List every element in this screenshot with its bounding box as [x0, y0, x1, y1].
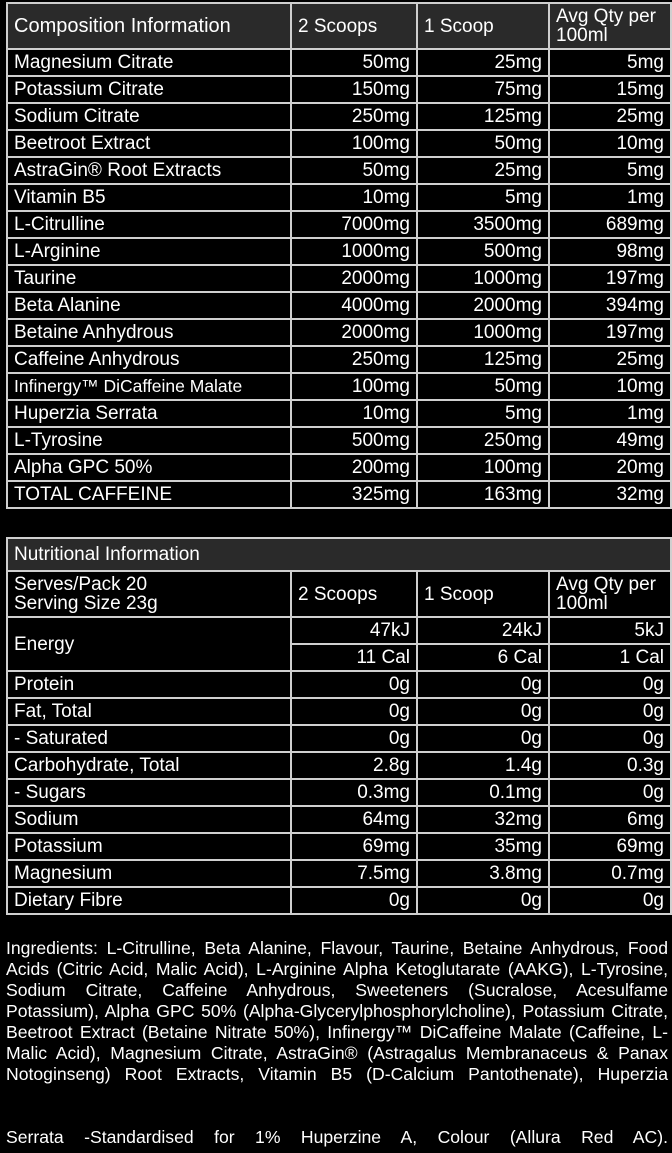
row-value: 4000mg	[291, 292, 417, 319]
ingredients-text-last-line: Serrata -Standardised for 1% Huperzine A, Colour (Allura Red AC).	[6, 1127, 668, 1147]
composition-row	[7, 427, 671, 454]
row-value: 163mg	[417, 481, 549, 508]
row-value: 0g	[291, 725, 417, 752]
row-label: Magnesium	[7, 860, 291, 887]
row-value: 50mg	[417, 130, 549, 157]
composition-row	[7, 49, 671, 76]
row-value: 69mg	[291, 833, 417, 860]
row-label: Betaine Anhydrous	[7, 319, 291, 346]
row-value: 5mg	[417, 184, 549, 211]
row-value: 50mg	[291, 157, 417, 184]
row-value: 3.8mg	[417, 860, 549, 887]
row-label: Huperzia Serrata	[7, 400, 291, 427]
energy-cal-1-scoop: 6 Cal	[417, 644, 549, 671]
row-value: 0.3mg	[291, 779, 417, 806]
row-label: L-Arginine	[7, 238, 291, 265]
serving-size: Serving Size 23g	[14, 593, 158, 614]
col-1-scoop: 1 Scoop	[417, 3, 549, 49]
row-label: Sodium Citrate	[7, 103, 291, 130]
row-value: 50mg	[291, 49, 417, 76]
energy-label: Energy	[7, 617, 291, 671]
serving-info	[7, 571, 291, 617]
row-value: 1mg	[549, 184, 671, 211]
row-label: Magnesium Citrate	[7, 49, 291, 76]
row-value: 1mg	[549, 400, 671, 427]
row-label: - Saturated	[7, 725, 291, 752]
energy-cal-avg: 1 Cal	[549, 644, 671, 671]
row-value: 100mg	[291, 130, 417, 157]
row-value: 50mg	[417, 373, 549, 400]
row-label: Vitamin B5	[7, 184, 291, 211]
nutrition-title-row	[7, 538, 671, 571]
row-value: 1000mg	[417, 265, 549, 292]
nutrition-row	[7, 779, 671, 806]
serves-per-pack: Serves/Pack 20	[14, 574, 148, 595]
composition-row	[7, 265, 671, 292]
energy-kj-row	[7, 617, 671, 644]
row-value: 0.1mg	[417, 779, 549, 806]
composition-row	[7, 211, 671, 238]
row-label: Taurine	[7, 265, 291, 292]
row-value: 689mg	[549, 211, 671, 238]
row-value: 500mg	[291, 427, 417, 454]
nutri-col-2-scoops: 2 Scoops	[291, 571, 417, 617]
row-value: 0g	[549, 698, 671, 725]
row-label: Protein	[7, 671, 291, 698]
row-value: 1.4g	[417, 752, 549, 779]
row-value: 32mg	[417, 806, 549, 833]
row-value: 98mg	[549, 238, 671, 265]
row-value: 75mg	[417, 76, 549, 103]
row-value: 10mg	[549, 130, 671, 157]
row-value: 250mg	[291, 103, 417, 130]
nutri-col-avg-qty: Avg Qty per 100ml	[549, 571, 671, 617]
row-value: 500mg	[417, 238, 549, 265]
row-value: 325mg	[291, 481, 417, 508]
composition-row	[7, 481, 671, 508]
row-label: L-Citrulline	[7, 211, 291, 238]
row-value: 0g	[549, 887, 671, 914]
row-label: Beta Alanine	[7, 292, 291, 319]
row-value: 100mg	[291, 373, 417, 400]
row-value: 5mg	[549, 49, 671, 76]
row-value: 100mg	[417, 454, 549, 481]
ingredients-text: Ingredients: L-Citrulline, Beta Alanine, Flavour, Taurine, Betaine Anhydrous, Food Acids (Citric Acid, Malic Acid), L-Arginine Alpha Ketoglutarate (AAKG), L-Tyrosine, Sodium Citrate, Caffeine Anhydrous, Sweeteners (Sucralose, Acesulfame Potassium), Alpha GPC 50% (Alpha-Glycerylphosphorylcholine), Potassium Citrate, Beetroot Extract (Betaine Nitrate 50%), Infinergy™ DiCaffeine Malate (Caffeine, L-Malic Acid), Magnesium Citrate, AstraGin® (Astragalus Membranaceus & Panax Notoginseng) Root Extracts, Vitamin B5 (D-Calcium Pantothenate), Huperzia	[6, 938, 668, 1084]
energy-kj-avg: 5kJ	[549, 617, 671, 644]
row-label: Potassium	[7, 833, 291, 860]
composition-title: Composition Information	[7, 3, 291, 49]
row-value: 1000mg	[291, 238, 417, 265]
composition-row	[7, 292, 671, 319]
row-label: - Sugars	[7, 779, 291, 806]
row-value: 0g	[291, 887, 417, 914]
row-value: 69mg	[549, 833, 671, 860]
row-value: 197mg	[549, 265, 671, 292]
composition-row	[7, 76, 671, 103]
composition-row	[7, 238, 671, 265]
row-value: 200mg	[291, 454, 417, 481]
row-value: 25mg	[549, 103, 671, 130]
composition-header-row	[7, 3, 671, 49]
row-label: AstraGin® Root Extracts	[7, 157, 291, 184]
row-value: 150mg	[291, 76, 417, 103]
row-value: 2000mg	[291, 265, 417, 292]
row-value: 5mg	[417, 400, 549, 427]
row-value: 15mg	[549, 76, 671, 103]
row-value: 0.3g	[549, 752, 671, 779]
row-value: 0g	[417, 698, 549, 725]
nutri-col-1-scoop: 1 Scoop	[417, 571, 549, 617]
row-value: 10mg	[291, 184, 417, 211]
nutrition-row	[7, 671, 671, 698]
energy-cal-2-scoops: 11 Cal	[291, 644, 417, 671]
row-label: Beetroot Extract	[7, 130, 291, 157]
nutrition-row	[7, 725, 671, 752]
nutrition-title: Nutritional Information	[7, 538, 671, 571]
row-value: 3500mg	[417, 211, 549, 238]
row-value: 0g	[417, 725, 549, 752]
col-2-scoops: 2 Scoops	[291, 3, 417, 49]
row-value: 2000mg	[417, 292, 549, 319]
row-label: Fat, Total	[7, 698, 291, 725]
row-value: 2.8g	[291, 752, 417, 779]
energy-kj-2-scoops: 47kJ	[291, 617, 417, 644]
composition-row	[7, 346, 671, 373]
row-value: 49mg	[549, 427, 671, 454]
row-value: 250mg	[417, 427, 549, 454]
nutrition-row	[7, 833, 671, 860]
row-value: 7.5mg	[291, 860, 417, 887]
row-value: 20mg	[549, 454, 671, 481]
row-value: 125mg	[417, 103, 549, 130]
row-label: L-Tyrosine	[7, 427, 291, 454]
row-value: 2000mg	[291, 319, 417, 346]
nutrition-header-row	[7, 571, 671, 617]
row-label: Dietary Fibre	[7, 887, 291, 914]
row-label: Caffeine Anhydrous	[7, 346, 291, 373]
row-value: 10mg	[291, 400, 417, 427]
row-value: 5mg	[549, 157, 671, 184]
nutrition-row	[7, 860, 671, 887]
row-value: 197mg	[549, 319, 671, 346]
row-value: 32mg	[549, 481, 671, 508]
row-value: 25mg	[417, 157, 549, 184]
row-label: Infinergy™ DiCaffeine Malate	[7, 373, 291, 400]
energy-kj-1-scoop: 24kJ	[417, 617, 549, 644]
row-value: 250mg	[291, 346, 417, 373]
row-value: 35mg	[417, 833, 549, 860]
row-value: 10mg	[549, 373, 671, 400]
row-value: 25mg	[549, 346, 671, 373]
composition-row	[7, 319, 671, 346]
row-value: 394mg	[549, 292, 671, 319]
composition-row	[7, 373, 671, 400]
composition-row	[7, 130, 671, 157]
col-avg-qty: Avg Qty per 100ml	[549, 3, 671, 49]
nutrition-row	[7, 698, 671, 725]
row-value: 0g	[291, 671, 417, 698]
row-label: Sodium	[7, 806, 291, 833]
row-value: 0g	[549, 725, 671, 752]
row-value: 0g	[291, 698, 417, 725]
composition-row	[7, 184, 671, 211]
row-value: 0g	[549, 671, 671, 698]
composition-table	[6, 2, 672, 509]
composition-row	[7, 157, 671, 184]
row-label: Potassium Citrate	[7, 76, 291, 103]
composition-row	[7, 103, 671, 130]
row-label: Alpha GPC 50%	[7, 454, 291, 481]
nutrition-row	[7, 752, 671, 779]
row-label: Carbohydrate, Total	[7, 752, 291, 779]
row-value: 0g	[549, 779, 671, 806]
nutrition-table	[6, 537, 672, 915]
row-value: 7000mg	[291, 211, 417, 238]
row-value: 6mg	[549, 806, 671, 833]
composition-row	[7, 400, 671, 427]
nutrition-row	[7, 887, 671, 914]
row-value: 0g	[417, 887, 549, 914]
row-value: 25mg	[417, 49, 549, 76]
row-label: TOTAL CAFFEINE	[7, 481, 291, 508]
row-value: 64mg	[291, 806, 417, 833]
composition-row	[7, 454, 671, 481]
row-value: 1000mg	[417, 319, 549, 346]
nutrition-row	[7, 806, 671, 833]
row-value: 0g	[417, 671, 549, 698]
row-value: 125mg	[417, 346, 549, 373]
row-value: 0.7mg	[549, 860, 671, 887]
